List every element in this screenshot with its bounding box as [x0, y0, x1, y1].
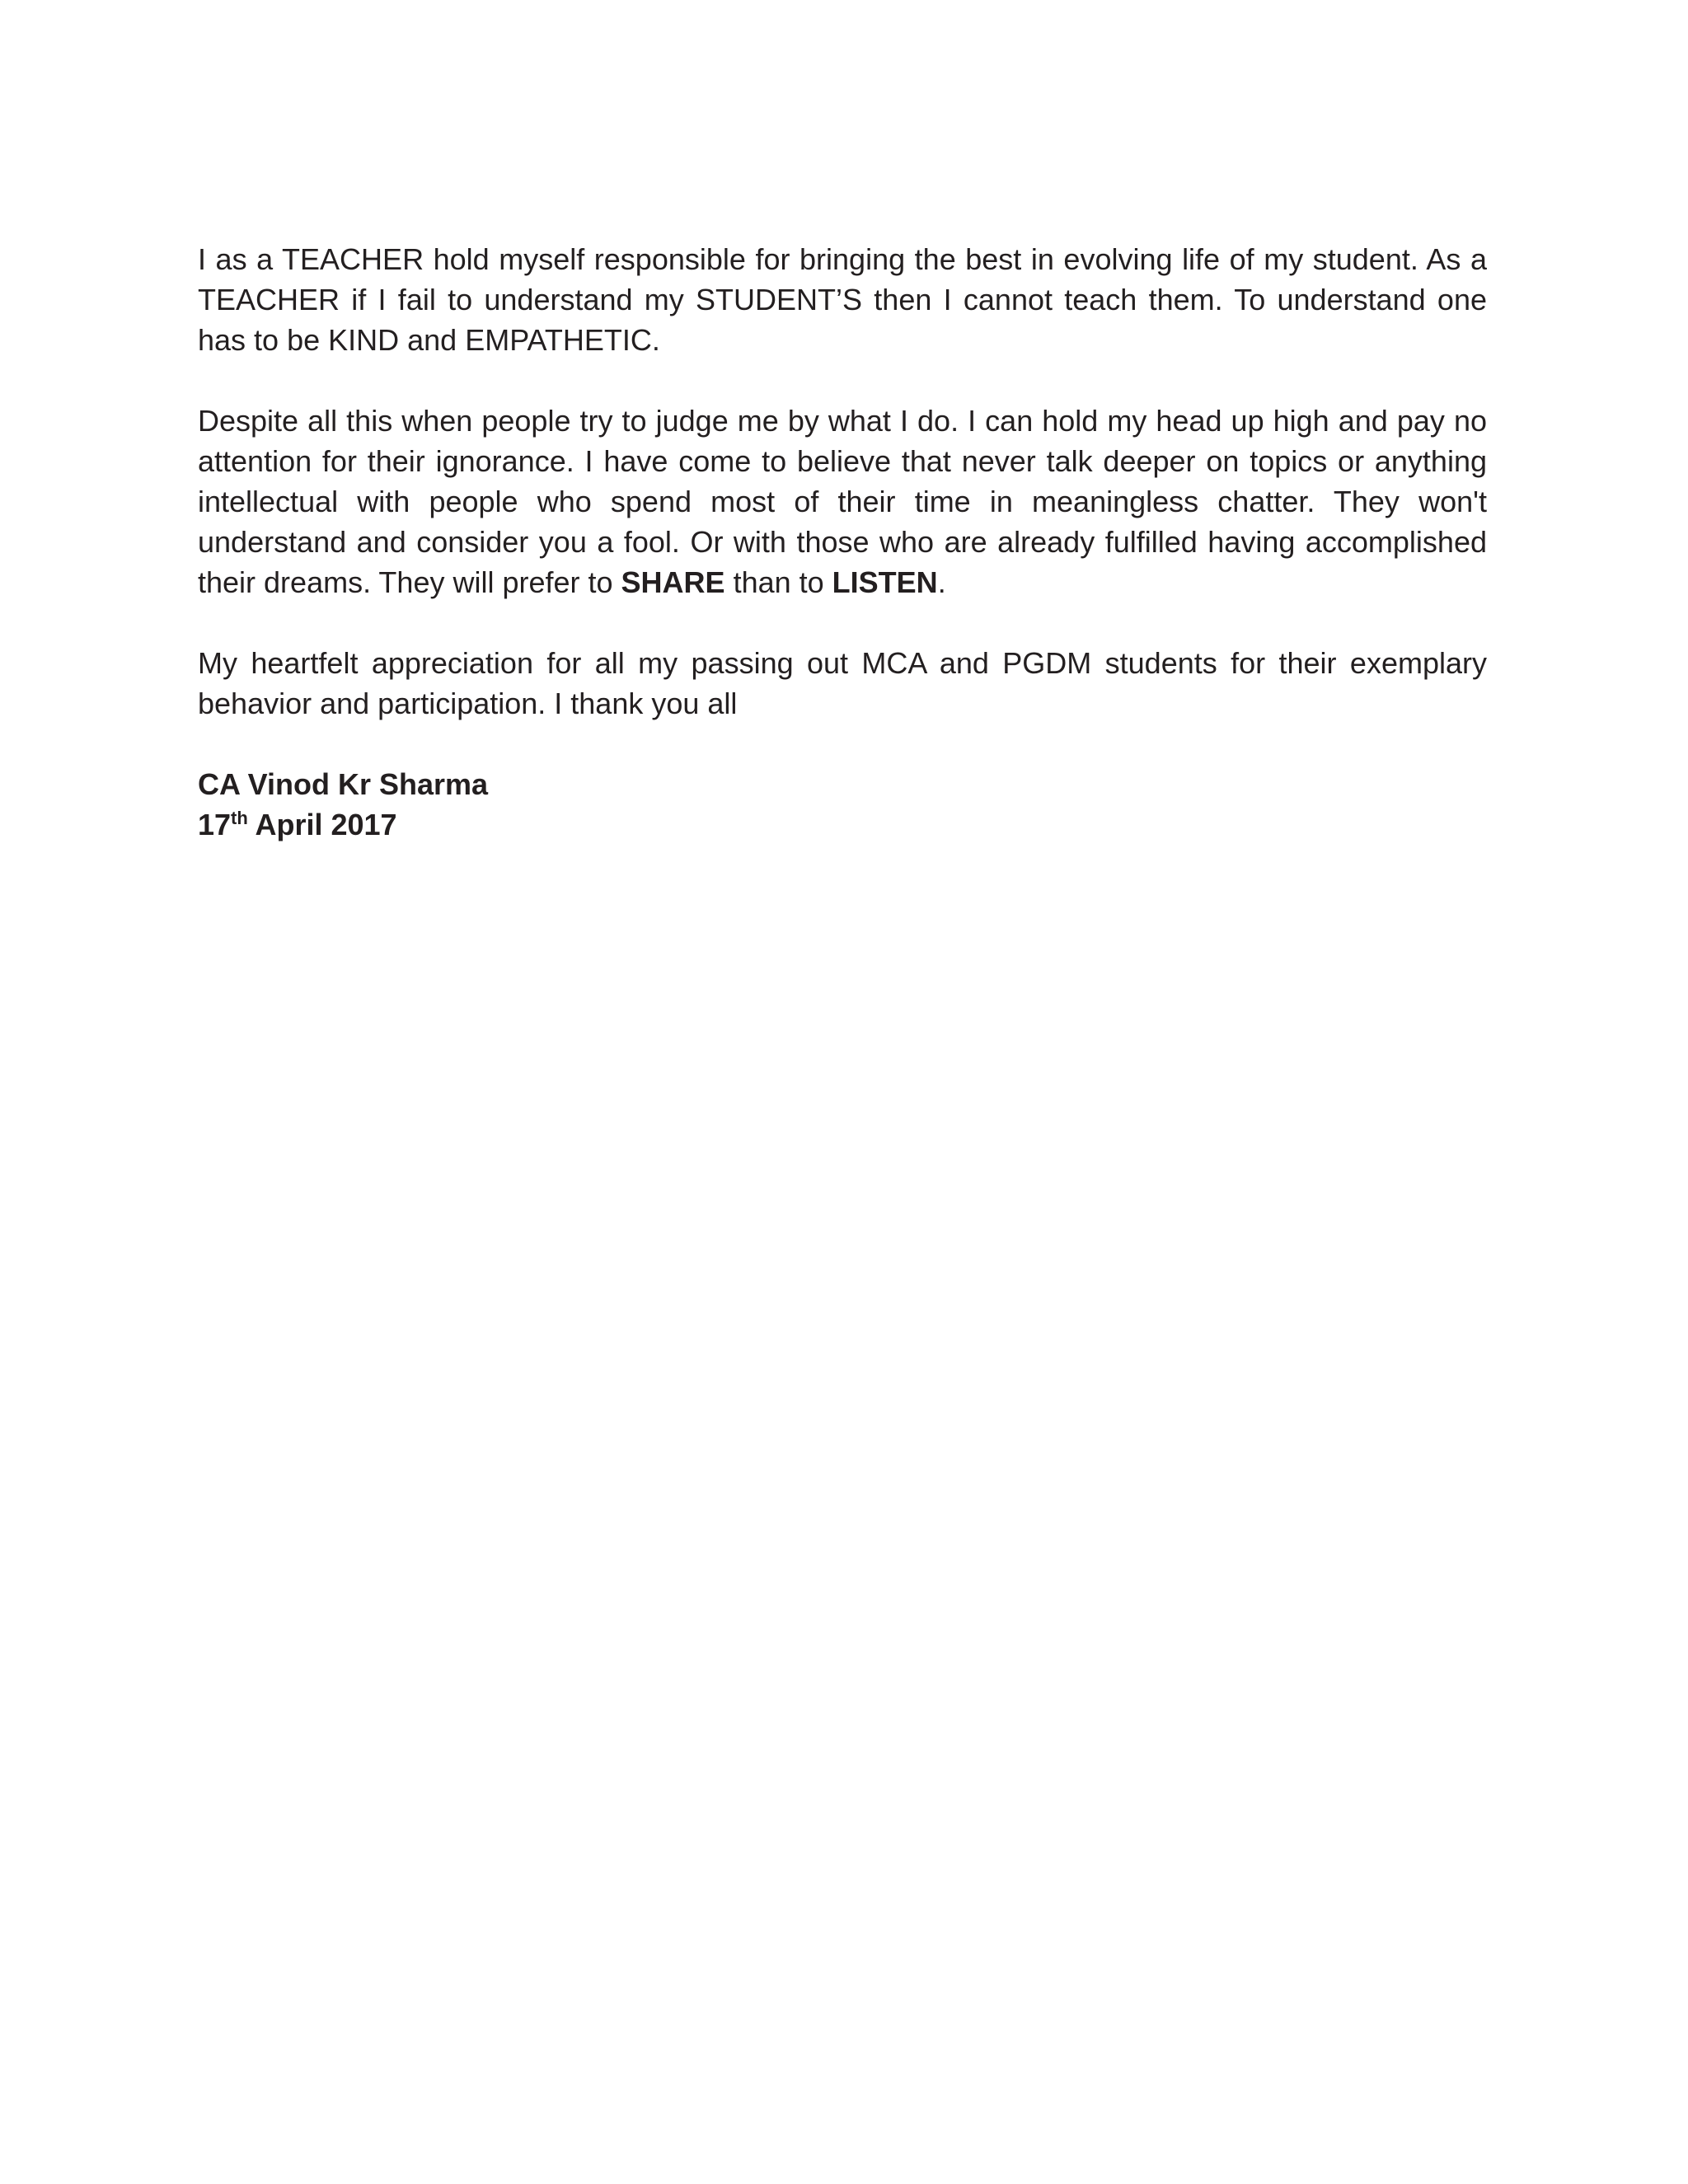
emphasis-share: SHARE [621, 565, 725, 599]
date-suffix: th [231, 808, 248, 828]
letter-body [198, 239, 1487, 845]
signature-date [198, 804, 1487, 845]
emphasis-listen: LISTEN [832, 565, 938, 599]
paragraph-teacher-responsibility: I as a TEACHER hold myself responsible for bringing the best in evolving life of my student. As a TEACHER if I fail to understand my STUDENT’S then I cannot teach them. To understand one has to be KIND and EMPATHETIC. [198, 242, 1487, 357]
paragraph-text: Despite all this when people try to judge me by what I do. I can hold my head up high and pay no attention for their ignorance. I have come to believe that never talk deeper on topics or anything intellectual with people who spend most of their time in meaningless chatter. They won't understand and consider you a fool. Or with those who are already fulfilled having accomplished their dreams. They will prefer to [198, 404, 1487, 599]
date-day: 17 [198, 808, 232, 841]
paragraph-judgement [198, 401, 1487, 602]
date-month-year: April 2017 [247, 808, 397, 841]
paragraph-text: than to [724, 565, 832, 599]
paragraph-text: . [937, 565, 946, 599]
paragraph-appreciation: My heartfelt appreciation for all my passing out MCA and PGDM students for their exemplary behavior and participation. I thank you all [198, 646, 1487, 720]
signature-name: CA Vinod Kr Sharma [198, 767, 489, 801]
